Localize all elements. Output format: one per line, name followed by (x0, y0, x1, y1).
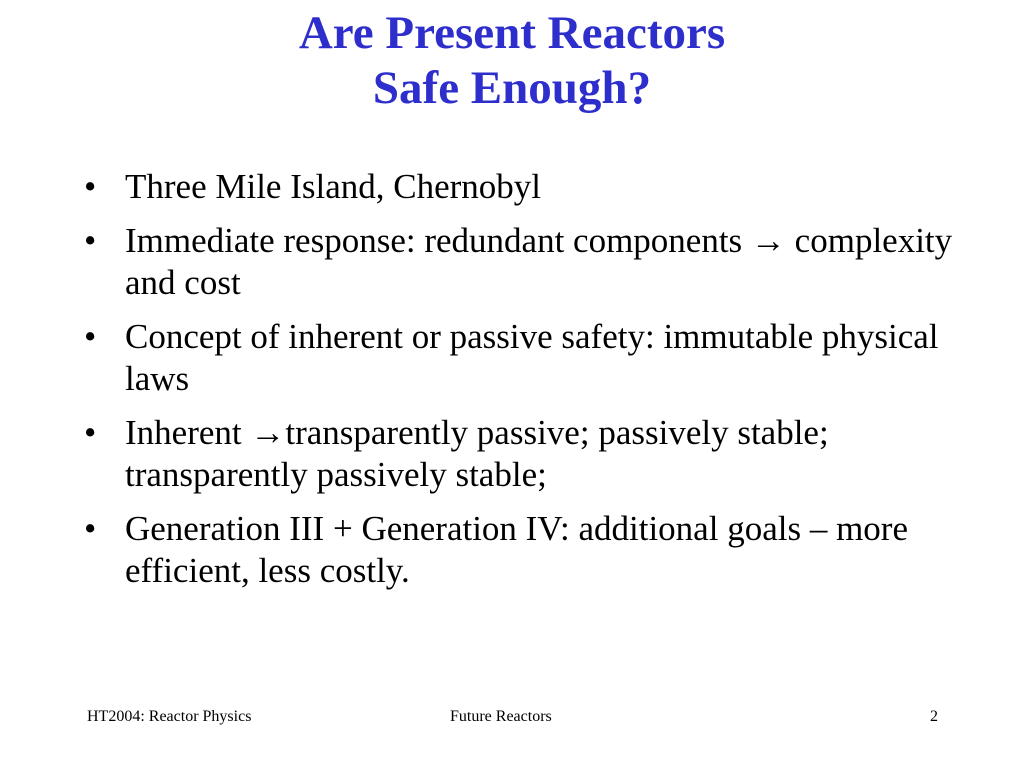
slide-title (0, 6, 1024, 116)
slide-title-line-1: Are Present Reactors (298, 7, 726, 59)
bullet-dot-icon: • (84, 167, 97, 206)
bullet-text: Three Mile Island, Chernobyl (125, 167, 542, 206)
bullet-list (84, 166, 964, 604)
bullet-item (84, 220, 964, 304)
slide-title-line-2: Safe Enough? (372, 62, 652, 114)
footer-topic-label: Future Reactors (450, 708, 552, 725)
bullet-dot-icon: • (84, 413, 97, 452)
footer-course-label: HT2004: Reactor Physics (87, 708, 252, 725)
bullet-item (84, 412, 964, 496)
bullet-text: Immediate response: redundant components → complexity and cost (125, 221, 953, 302)
footer-page-number: 2 (930, 708, 938, 725)
bullet-text: Concept of inherent or passive safety: immutable physical laws (125, 317, 939, 398)
bullet-item (84, 508, 964, 592)
bullet-text: Inherent →transparently passive; passively stable; transparently passively stable; (125, 413, 829, 494)
bullet-item (84, 316, 964, 400)
bullet-dot-icon: • (84, 221, 97, 260)
bullet-dot-icon: • (84, 509, 97, 548)
bullet-item (84, 166, 964, 208)
bullet-text: Generation III + Generation IV: additional goals – more efficient, less costly. (125, 509, 908, 590)
bullet-dot-icon: • (84, 317, 97, 356)
